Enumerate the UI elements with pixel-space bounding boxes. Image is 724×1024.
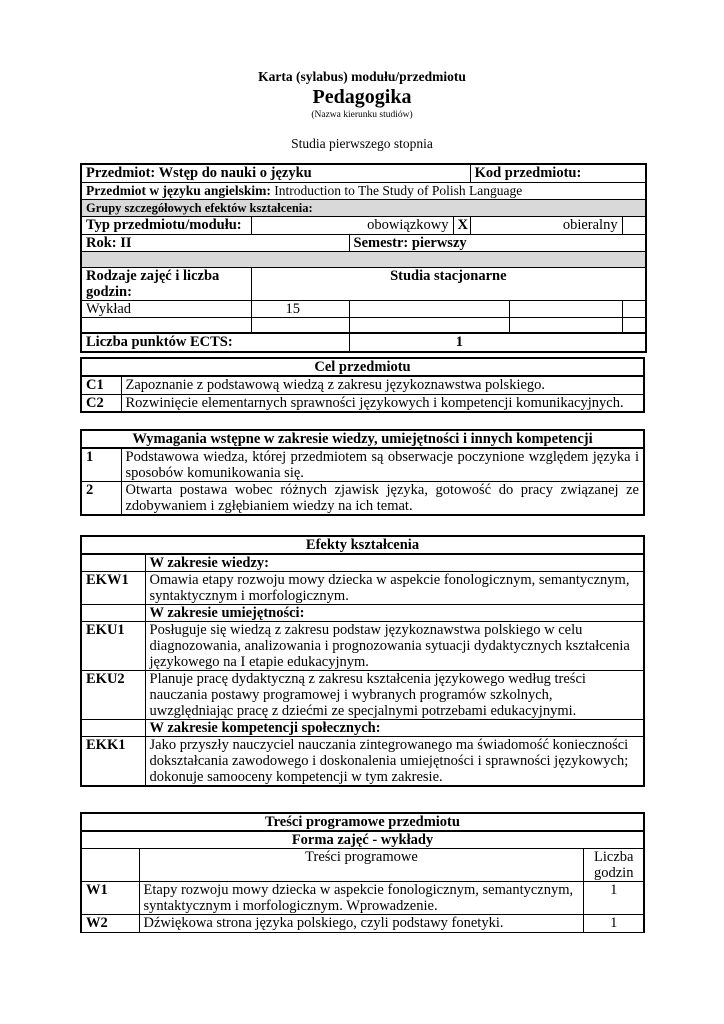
type-label: Typ przedmiotu/modułu: [81, 216, 251, 234]
social-header: W zakresie kompetencji społecznych: [145, 720, 644, 737]
english-name-value: Introduction to The Study of Polish Language [274, 182, 523, 198]
goal-title: Cel przedmiotu [81, 358, 644, 376]
subject-code-label: Kod przedmiotu: [470, 164, 646, 182]
empty-cell [81, 720, 145, 737]
faculty-title: Pedagogika [312, 86, 412, 108]
requirement-text: Otwarta postawa wobec różnych zjawisk języka, gotowość do pracy związanej ze zdobywaniem i zgłębianiem wiedzy na ich temat. [121, 482, 644, 516]
skills-header: W zakresie umiejętności: [145, 605, 644, 622]
empty-cell [622, 317, 646, 333]
outcomes-title: Efekty kształcenia [81, 536, 644, 554]
knowledge-header: W zakresie wiedzy: [145, 554, 644, 572]
ects-value: 1 [349, 333, 646, 352]
outcome-text: Posługuje się wiedzą z zakresu podstaw językoznawstwa polskiego w celu diagnozowania, analizowania i prognozowania sytuacji dydaktycznych kształcenia językowego na I etapie edukacyjnym. [145, 622, 644, 671]
outcome-code: EKW1 [81, 572, 145, 605]
empty-cell [349, 317, 509, 333]
english-name [81, 182, 646, 199]
lecture-label: Wykład [81, 300, 251, 317]
goal-code: C1 [81, 376, 121, 394]
empty-cell [509, 300, 622, 317]
requirements-table [80, 429, 645, 516]
requirements-title: Wymagania wstępne w zakresie wiedzy, umiejętności i innych kompetencji [81, 430, 644, 448]
empty-cell [81, 605, 145, 622]
content-text: Etapy rozwoju mowy dziecka w aspekcie fonologicznym, semantycznym, syntaktycznym i morfologicznym. Wprowadzenie. [139, 882, 584, 915]
requirement-code: 1 [81, 448, 121, 482]
content-code: W2 [81, 915, 139, 933]
study-mode: Studia stacjonarne [251, 267, 646, 300]
outcome-groups: Grupy szczegółowych efektów kształcenia: [81, 199, 646, 216]
lecture-hours: 15 [251, 300, 349, 317]
content-form: Forma zajęć - wykłady [81, 831, 644, 849]
type-elective: obieralny [470, 216, 622, 234]
subject-name: Przedmiot: Wstęp do nauki o języku [81, 164, 470, 182]
empty-cell [81, 554, 145, 572]
empty-cell [622, 300, 646, 317]
empty-cell [81, 317, 251, 333]
type-mandatory-mark: X [453, 216, 470, 234]
card-heading: Karta (sylabus) modułu/przedmiotu [258, 69, 466, 84]
goal-text: Rozwinięcie elementarnych sprawności językowych i kompetencji komunikacyjnych. [121, 394, 644, 412]
type-elective-mark [622, 216, 646, 234]
subject-info-table [80, 163, 647, 353]
classes-label: Rodzaje zajęć i liczba godzin: [81, 267, 251, 300]
goal-table [80, 357, 645, 413]
goal-code: C2 [81, 394, 121, 412]
empty-cell [81, 849, 139, 882]
content-text: Dźwiękowa strona języka polskiego, czyli podstawy fonetyki. [139, 915, 584, 933]
empty-cell [251, 317, 349, 333]
outcome-code: EKU2 [81, 671, 145, 720]
type-mandatory: obowiązkowy [251, 216, 453, 234]
hours-col-header: Liczba godzin [584, 849, 644, 882]
gray-separator [81, 251, 646, 267]
program-content-table [80, 812, 645, 933]
content-title: Treści programowe przedmiotu [81, 813, 644, 831]
english-name-label: Przedmiot w języku angielskim: [86, 182, 271, 198]
content-code: W1 [81, 882, 139, 915]
outcomes-table [80, 535, 645, 787]
goal-text: Zapoznanie z podstawową wiedzą z zakresu językoznawstwa polskiego. [121, 376, 644, 394]
semester-label: Semestr: pierwszy [349, 234, 646, 251]
content-col-header: Treści programowe [139, 849, 584, 882]
outcome-code: EKU1 [81, 622, 145, 671]
year-label: Rok: II [81, 234, 349, 251]
content-hours: 1 [584, 882, 644, 915]
ects-label: Liczba punktów ECTS: [81, 333, 349, 352]
outcome-text: Jako przyszły nauczyciel nauczania zintegrowanego ma świadomość konieczności dokształcania zawodowego i doskonalenia umiejętności i sprawności językowych; dokonuje samooceny kompetencji w tym zakresie. [145, 737, 644, 787]
outcome-text: Planuje pracę dydaktyczną z zakresu kształcenia językowego według treści nauczania postawy programowej i wybranych programów szkolnych, uwzględniając pracę z dziećmi ze specjalnymi potrzebami edukacyjnymi. [145, 671, 644, 720]
study-level: Studia pierwszego stopnia [291, 136, 433, 151]
empty-cell [509, 317, 622, 333]
requirement-text: Podstawowa wiedza, której przedmiotem są obserwacje poczynione względem języka i sposobów komunikowania się. [121, 448, 644, 482]
requirement-code: 2 [81, 482, 121, 516]
outcome-text: Omawia etapy rozwoju mowy dziecka w aspekcie fonologicznym, semantycznym, syntaktycznym i morfologicznym. [145, 572, 644, 605]
faculty-caption: (Nazwa kierunku studiów) [311, 110, 413, 120]
empty-cell [349, 300, 509, 317]
outcome-code: EKK1 [81, 737, 145, 787]
content-hours: 1 [584, 915, 644, 933]
